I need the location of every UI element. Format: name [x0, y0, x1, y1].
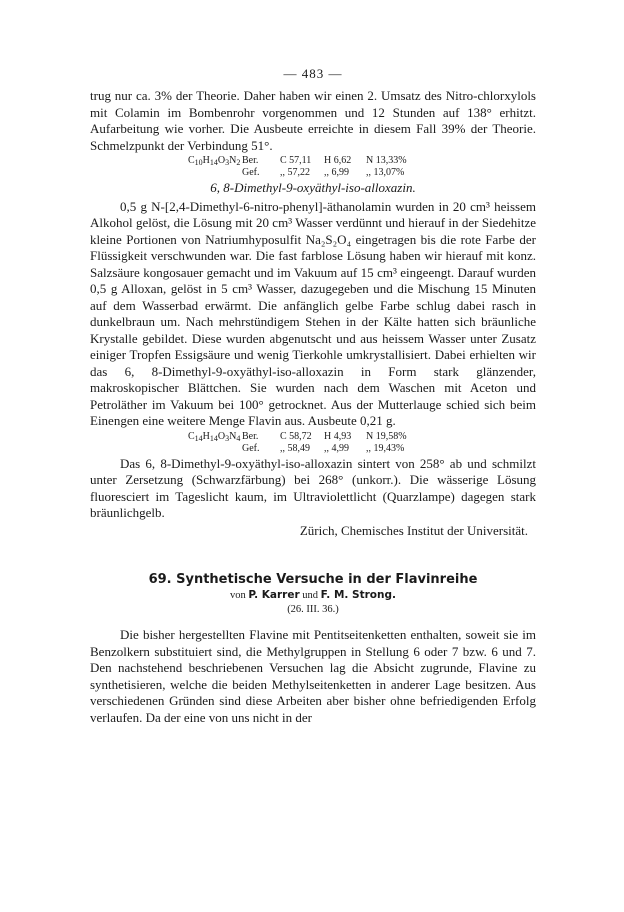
article-authors	[90, 588, 536, 603]
page	[90, 66, 536, 726]
analysis-label: Ber.	[242, 155, 259, 166]
analysis-formula: $C_{14}H_{14}O_3N_4$	[188, 430, 241, 443]
analysis-carbon: C 58,72	[280, 430, 312, 442]
analysis-row-found	[188, 443, 536, 455]
analysis-formula: $C_{10}H_{14}O_3N_2$	[188, 155, 241, 167]
analysis-carbon: ,, 57,22	[280, 167, 310, 178]
analysis-hydrogen: H 6,62	[324, 155, 352, 166]
authors-and: und	[302, 590, 319, 601]
paragraph-synthesis: 0,5 g N-[2,4-Dimethyl-6-nitro-phenyl]-äthanolamin wurden in 20 cm³ heissem Alkohol gelöst, die Lösung mit 20 cm³ Wasser verdünnt und hierauf in der Siedehitze kleine Portionen von Natriumhyposulfit Na₂S₂O₄ eingetragen bis die rote Farbe der Flüssigkeit verschwunden war. Die fast farblose Lösung haben wir hierauf mit konz. Salzsäure kongosauer gemacht und im Vakuum auf 15 cm³ eingeengt. Darauf wurden 0,5 g Alloxan, gelöst in 5 cm³ Wasser, dazugegeben und die Mischung 15 Minuten auf dem Wasserbad erwärmt. Die anfänglich gelbe Farbe schlug dabei rasch in dunkelbraun um. Nach mehrstündigem Stehen in der Kälte hatten sich bräunliche Krystalle gebildet. Diese wurden abgenutscht und aus heissem Wasser unter Zusatz einiger Tropfen Essigsäure und wenig Tierkohle umkrystallisiert. Dabei erhielten wir das 6, 8-Dimethyl-9-oxyäthyl-iso-alloxazin in Form stark glänzender, makroskopischer Blättchen. Sie wurden nach dem Waschen mit Aceton und Petroläther im Vakuum bei 100° getrocknet. Aus der Mutterlauge schied sich beim Einengen eine weitere Menge Flavin aus. Ausbeute 0,21 g.	[90, 198, 536, 428]
analysis-nitrogen: N 19,58%	[366, 430, 407, 442]
analysis-hydrogen: ,, 4,99	[324, 442, 349, 454]
analysis-hydrogen: ,, 6,99	[324, 167, 349, 178]
analysis-nitrogen: N 13,33%	[366, 155, 407, 166]
paragraph-yield: trug nur ca. 3% der Theorie. Daher haben wir einen 2. Umsatz des Nitro-chlorxylols mit Colamin im Bombenrohr vorgenommen und 12 Stunden auf 138° erhitzt. Aufarbeitung wie vorher. Die Ausbeute erreichte in diesem Fall 39% der Theorie. Schmelzpunkt der Verbindung 51°.	[90, 88, 536, 153]
analysis-row-calculated	[188, 155, 536, 167]
elemental-analysis-2	[188, 431, 536, 455]
elemental-analysis-1	[188, 155, 536, 179]
compound-title: 6, 8-Dimethyl-9-oxyäthyl-iso-alloxazin.	[210, 180, 416, 195]
analysis-label: Gef.	[242, 442, 260, 454]
institution-signoff: Zürich, Chemisches Institut der Universität.	[299, 522, 528, 538]
analysis-label: Ber.	[242, 430, 259, 442]
article-date: (26. III. 36.)	[287, 604, 339, 615]
analysis-nitrogen: ,, 13,07%	[366, 167, 405, 178]
article-title: 69. Synthetische Versuche in der Flavinreihe	[148, 572, 478, 587]
paragraph-properties: Das 6, 8-Dimethyl-9-oxyäthyl-iso-alloxazin sintert von 258° ab und schmilzt unter Zersetzung (Schwarzfärbung) bei 268° (unkorr.). Die wässerige Lösung fluoresciert im Tageslicht kaum, im Ultraviolettlicht (Quarzlampe) dagegen stark bräunlichgelb.	[90, 455, 536, 520]
analysis-carbon: C 57,11	[280, 155, 312, 166]
authors-prefix: von	[230, 590, 246, 601]
analysis-carbon: ,, 58,49	[280, 442, 310, 454]
analysis-nitrogen: ,, 19,43%	[366, 442, 405, 454]
paragraph-intro: Die bisher hergestellten Flavine mit Pentitseitenketten enthalten, soweit sie im Benzolkern substituiert sind, die Methylgruppen in Stellung 6 oder 7 bzw. 6 und 7. Den nachstehend beschriebenen Versuchen lag die Absicht zugrunde, Flavine zu synthetisieren, welche die beiden Methylseitenketten in anderer Lage besitzen. Aus verschiedenen Gründen sind diese Arbeiten aber bisher ohne befriedigenden Erfolg verlaufen. Da der eine von uns nicht in der	[90, 627, 536, 725]
author-name: F. M. Strong.	[320, 589, 396, 601]
analysis-hydrogen: H 4,93	[324, 430, 352, 442]
analysis-row-found	[188, 167, 536, 179]
analysis-row-calculated	[188, 431, 536, 443]
page-number: — 483 —	[283, 66, 343, 81]
author-name: P. Karrer	[248, 589, 300, 601]
analysis-label: Gef.	[242, 167, 260, 178]
